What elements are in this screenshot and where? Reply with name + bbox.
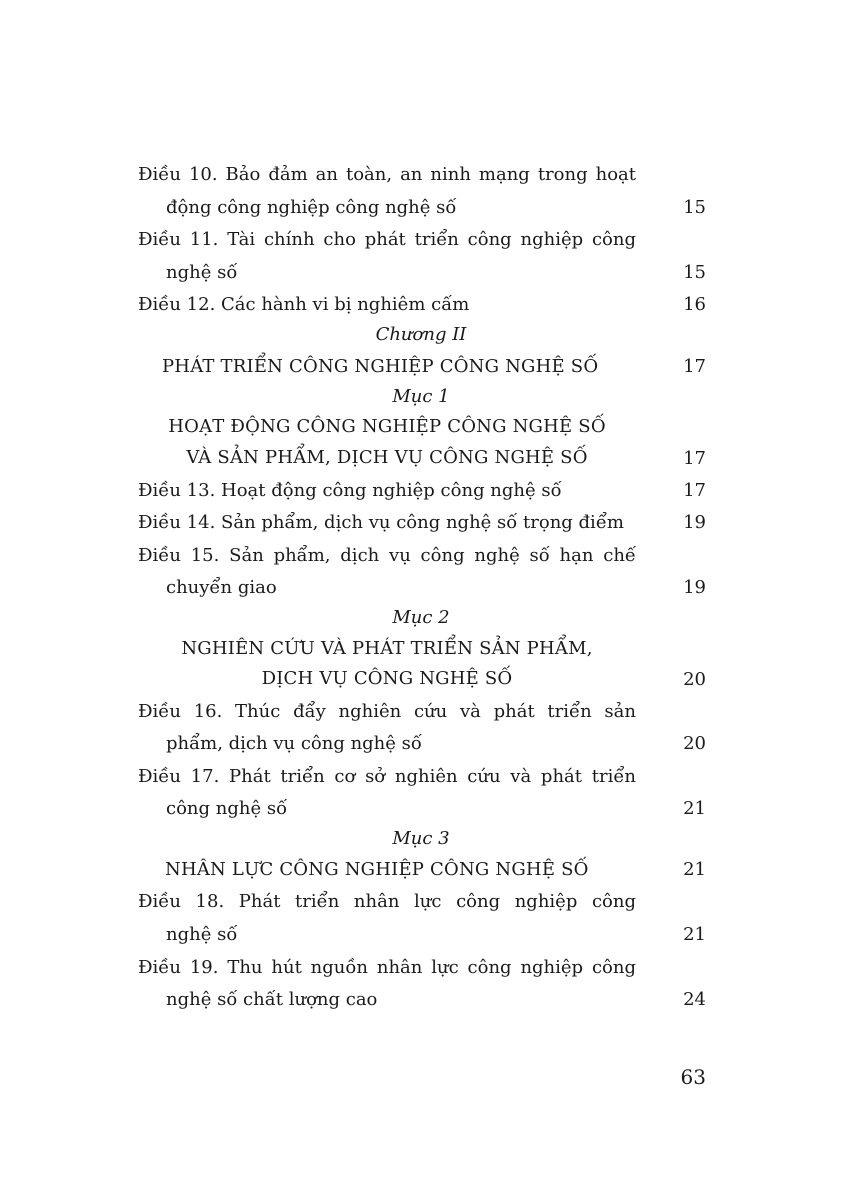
section-label: Mục 2 — [392, 607, 450, 628]
chapter-label: Chương II — [375, 324, 467, 345]
toc-entry-dieu-16-line2: phẩm, dịch vụ công nghệ số — [166, 733, 422, 754]
toc-entry-dieu-16-line1: Điều 16. Thúc đẩy nghiên cứu và phát triển sản — [138, 701, 636, 722]
toc-entry-dieu-14: Điều 14. Sản phẩm, dịch vụ công nghệ số trọng điểm — [138, 512, 624, 533]
section-label: Mục 3 — [392, 828, 450, 849]
section-title-line2: VÀ SẢN PHẨM, DỊCH VỤ CÔNG NGHỆ SỐ — [186, 447, 588, 468]
toc-page-number: 20 — [683, 733, 706, 754]
toc-page-number: 17 — [683, 448, 706, 469]
toc-entry-dieu-10-line2: động công nghiệp công nghệ số — [166, 197, 457, 218]
toc-page-number: 21 — [683, 924, 706, 945]
toc-page-number: 15 — [683, 262, 706, 283]
section-label: Mục 1 — [392, 386, 450, 407]
toc-page-number: 20 — [683, 669, 706, 690]
section-title-line2: DỊCH VỤ CÔNG NGHỆ SỐ — [261, 668, 513, 689]
toc-page-number: 24 — [683, 989, 706, 1010]
toc-page-number: 21 — [683, 798, 706, 819]
toc-entry-dieu-11-line2: nghệ số — [166, 262, 238, 283]
toc-page-number: 19 — [683, 577, 706, 598]
toc-entry-dieu-18-line2: nghệ số — [166, 924, 238, 945]
toc-page-number: 19 — [683, 512, 706, 533]
toc-page-number: 17 — [683, 356, 706, 377]
toc-entry-dieu-18-line1: Điều 18. Phát triển nhân lực công nghiệp công — [138, 891, 636, 912]
toc-page-number: 17 — [683, 480, 706, 501]
toc-entry-dieu-12: Điều 12. Các hành vi bị nghiêm cấm — [138, 294, 470, 315]
toc-page-number: 16 — [683, 294, 706, 315]
toc-entry-dieu-11-line1: Điều 11. Tài chính cho phát triển công nghiệp công — [138, 229, 636, 250]
toc-entry-dieu-17-line2: công nghệ số — [166, 798, 288, 819]
toc-entry-dieu-13: Điều 13. Hoạt động công nghiệp công nghệ số — [138, 480, 562, 501]
chapter-title: PHÁT TRIỂN CÔNG NGHIỆP CÔNG NGHỆ SỐ — [162, 356, 599, 377]
toc-entry-dieu-19-line1: Điều 19. Thu hút nguồn nhân lực công nghiệp công — [138, 957, 636, 978]
page-number: 63 — [680, 1065, 706, 1089]
toc-entry-dieu-17-line1: Điều 17. Phát triển cơ sở nghiên cứu và phát triển — [138, 766, 636, 787]
section-title-line1: HOẠT ĐỘNG CÔNG NGHIỆP CÔNG NGHỆ SỐ — [168, 416, 606, 437]
toc-entry-dieu-19-line2: nghệ số chất lượng cao — [166, 989, 378, 1010]
section-title: NHÂN LỰC CÔNG NGHIỆP CÔNG NGHỆ SỐ — [165, 859, 589, 880]
toc-entry-dieu-15-line1: Điều 15. Sản phẩm, dịch vụ công nghệ số hạn chế — [138, 545, 636, 566]
toc-page-number: 15 — [683, 197, 706, 218]
toc-entry-dieu-15-line2: chuyển giao — [166, 577, 277, 598]
toc-entry-dieu-10-line1: Điều 10. Bảo đảm an toàn, an ninh mạng trong hoạt — [138, 164, 636, 185]
section-title-line1: NGHIÊN CỨU VÀ PHÁT TRIỂN SẢN PHẨM, — [181, 638, 593, 659]
toc-page-number: 21 — [683, 859, 706, 880]
